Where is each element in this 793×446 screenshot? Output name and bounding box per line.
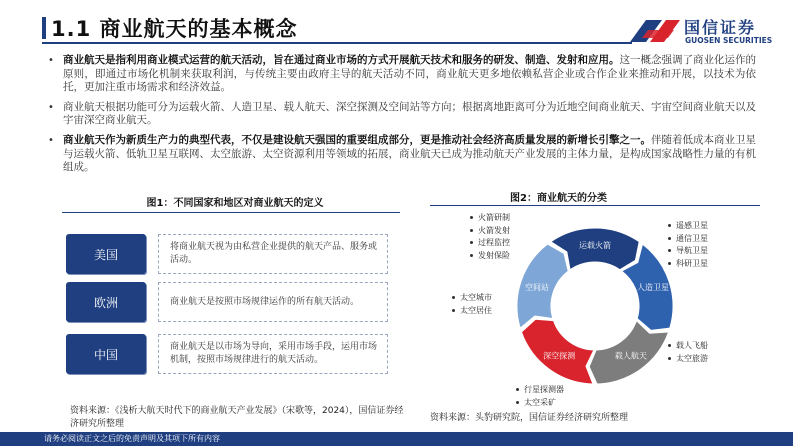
definition-text: 将商业航天视为由私营企业提供的航天产品、服务或活动。 (170, 242, 378, 265)
list-item: 太空旅游 (668, 353, 708, 366)
list-item: 太空居住 (452, 305, 492, 318)
title-underline (42, 42, 632, 44)
definition-box (158, 282, 388, 322)
figure1-source: 资料来源：《浅析大航天时代下的商业航天产业发展》（宋歌等，2024），国信证券经济研究所整理 (70, 406, 404, 429)
bullet-dot-icon (470, 229, 473, 232)
bullet-text: 商业航天根据功能可分为运载火箭、人造卫星、载人航天、深空探测及空间站等方向；根据离地距离可分为近地空间商业航天、宇宙空间商业航天以及宇宙深空商业航天。 (63, 100, 756, 127)
bullet-dot-icon (516, 401, 519, 404)
list-item: 火箭发射 (470, 225, 510, 238)
bullet-dot-icon (452, 296, 455, 299)
region-label: 中国 (66, 334, 146, 374)
page-title: 1.1 商业航天的基本概念 (51, 17, 298, 41)
guosen-logo (628, 12, 773, 48)
list-item: 导航卫星 (668, 245, 708, 258)
bullet-dot-icon (668, 237, 671, 240)
bullet-bold-text: 商业航天是指利用商业模式运营的航天活动，旨在通过商业市场的方式开展航天技术和服务的研发、制造、发射和应用。 (63, 54, 620, 66)
bullet-dot-icon (668, 344, 671, 347)
segment-label: 深空探测 (543, 351, 576, 361)
definition-row-usa (66, 234, 388, 274)
bullet-dot-icon (470, 241, 473, 244)
figure2-source: 资料来源：头豹研究院，国信证券经济研究所整理 (430, 413, 629, 423)
title-accent (42, 17, 46, 39)
logo-chinese-name: 国信证券 (684, 18, 757, 37)
bullet-text: 这一概念强调了商业化运作的原则，即通过市场化机制来获取利润，与传统主要由政府主导的航天活动不同，商业航天更多地依赖私营企业或合作企业来推动和开展，以技术为依托，更加注重市场需求和经济效益。 (63, 54, 756, 94)
region-label: 欧洲 (66, 282, 146, 322)
list-item: 过程监控 (470, 237, 510, 250)
bullet-dot-icon (668, 262, 671, 265)
bullet-bold-text: 商业航天作为新质生产力的典型代表，不仅是建设航天强国的重要组成部分，更是推动社会经济高质量发展的新增长引擎之一。 (63, 133, 651, 146)
definition-box (158, 234, 388, 274)
figure1-title: 图1：不同国家和地区对商业航天的定义 (146, 198, 324, 209)
list-item: 行星探测器 (516, 384, 564, 397)
list-item: 科研卫星 (668, 258, 708, 271)
bullet-dot-icon (668, 224, 671, 227)
figure2-title: 图2：商业航天的分类 (510, 193, 607, 204)
segment-label: 空间站 (524, 283, 549, 293)
segment-label: 载人航天 (614, 351, 647, 361)
bullet-dot-icon: • (48, 55, 54, 66)
rocket-items (470, 212, 510, 262)
logo-english-name: GUOSEN SECURITIES (685, 36, 773, 45)
list-item: 火箭研制 (470, 212, 510, 225)
deep-space-items (516, 384, 564, 409)
bullet-dot-icon (470, 216, 473, 219)
bullet-item (46, 54, 756, 95)
list-item: 发射保险 (470, 250, 510, 263)
segment-label: 运载火箭 (579, 241, 611, 250)
bullet-text: 伴随着低成本商业卫星与运载火箭、低轨卫星互联网、太空旅游、太空资源利用等领域的拓展，商业航天已成为推动航天产业发展的主体力量，是构成国家战略性力量的有机组成。 (63, 133, 756, 174)
bullet-dot-icon (516, 388, 519, 391)
bullet-item (46, 101, 756, 128)
figure1-title-rule (62, 212, 400, 213)
bullet-item (46, 134, 756, 175)
list-item: 载人飞船 (668, 340, 708, 353)
definition-box (158, 334, 388, 374)
space-station-items (452, 292, 492, 317)
list-item: 太空城市 (452, 292, 492, 305)
list-item: 通信卫星 (668, 233, 708, 246)
bullet-dot-icon (452, 309, 455, 312)
definition-row-china (66, 334, 388, 374)
footer-bar (0, 432, 793, 446)
crewed-items (668, 340, 708, 365)
definition-row-europe (66, 282, 388, 322)
list-item: 太空采矿 (516, 397, 564, 410)
list-item: 遥感卫星 (668, 220, 708, 233)
definition-text: 商业航天是按照市场规律运作的所有航天活动。 (170, 296, 360, 307)
bullet-dot-icon (668, 249, 671, 252)
footer-disclaimer: 请务必阅读正文之后的免责声明及其项下所有内容 (44, 434, 220, 443)
bullet-dot-icon: • (48, 134, 54, 146)
satellite-items (668, 220, 708, 270)
definition-text: 商业航天是以市场为导向，采用市场手段，运用市场机制，按照市场规律进行的航天活动。 (170, 342, 378, 365)
bullet-dot-icon: • (48, 101, 54, 113)
bullet-list (46, 54, 756, 181)
bullet-dot-icon (668, 357, 671, 360)
guosen-logo-icon (628, 12, 682, 46)
bullet-dot-icon (470, 254, 473, 257)
segment-label: 人造卫星 (637, 283, 670, 293)
region-label: 美国 (66, 234, 146, 274)
